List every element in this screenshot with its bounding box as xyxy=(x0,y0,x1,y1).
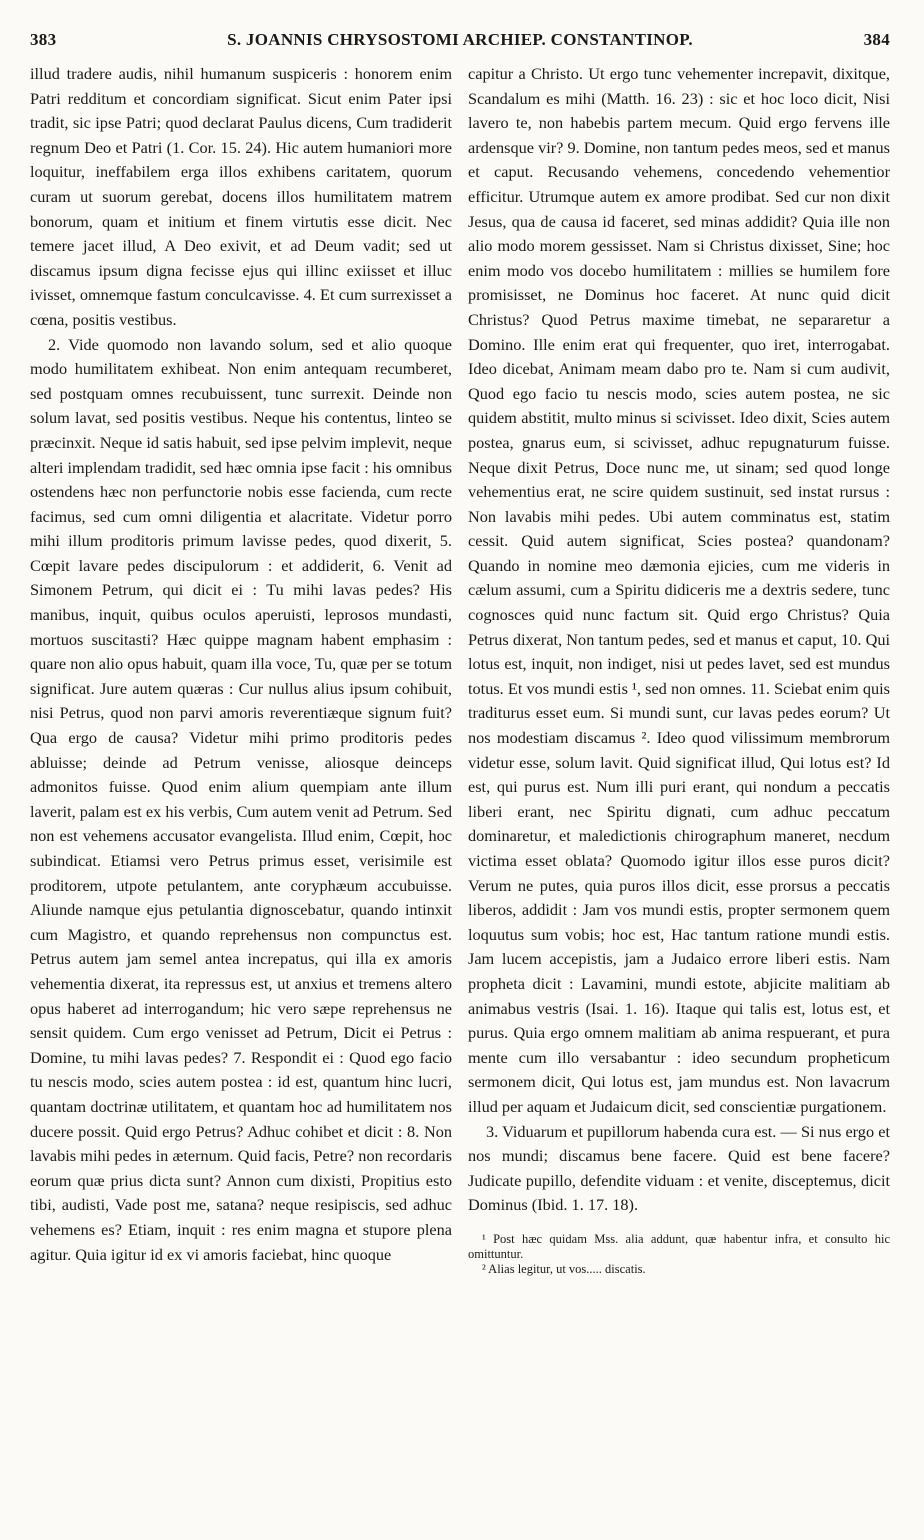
text-columns xyxy=(30,62,890,1277)
footnotes xyxy=(468,1232,890,1277)
page-number-left: 383 xyxy=(30,30,57,49)
right-column xyxy=(468,62,890,1277)
running-title: S. JOANNIS CHRYSOSTOMI ARCHIEP. CONSTANTINOP. xyxy=(227,30,693,49)
right-paragraph-1: capitur a Christo. Ut ergo tunc vehementer increpavit, dixitque, Scandalum es mihi (Matth. 16. 23) : sic et hoc loco dicit, Nisi lavero te, non habebis partem mecum. Quid ergo fervens ille ardensque vir? 9. Domine, non tantum pedes meos, sed et manus et caput. Recusando vehemens, concedendo vehementior efficitur. Utrumque autem ex amore prodibat. Sed cur non dixit Jesus, qua de causa id faceret, sed minas addidit? Quia ille non alio modo morem gessisset. Nam si Christus dixisset, Sine; hoc enim modo vos docebo humilitatem : millies se humilem fore promisisset, ne Dominus hoc faceret. At nunc quid dicit Christus? Quod Petrus maxime timebat, ne separaretur a Domino. Ille enim erat qui frequenter, quo iret, interrogabat. Ideo dicebat, Animam meam dabo pro te. Nam si cum audivit, Quod ego facio tu nescis modo, scies autem postea, ne sic quidem abstitit, multo minus si scivisset. Ideo dixit, Scies autem postea, gnarus eum, si scivisset, adhuc repugnaturum fuisse. Neque dixit Petrus, Doce nunc me, ut sinam; sed quod longe vehementius erat, ne scire quidem sustinuit, sed instat rursus : Non lavabis mihi pedes. Ubi autem comminatus est, statim cessit. Quid autem significat, Scies postea? quandonam? Quando in nomine meo dæmonia ejicies, cum me videris in cælum assumi, cum a Spiritu didiceris me a dextris sedere, tunc cognosces quid nunc factum sit. Quid ergo Christus? Quia Petrus dixerat, Non tantum pedes, sed et manus et caput, 10. Qui lotus est, inquit, non indiget, nisi ut pedes lavet, sed est mundus totus. Et vos mundi estis ¹, sed non omnes. 11. Sciebat enim quis traditurus esset eum. Si mundi sunt, cur lavas pedes eorum? Ut nos modestiam discamus ². Ideo quod vilissimum membrorum videtur esse, solum lavit. Quid significat illud, Qui lotus est? Id est, qui purus est. Num illi puri erant, qui nondum a peccatis liberi erant, nec Spiritu dignati, cum adhuc peccatum dominaretur, et maledictionis chirographum maneret, necdum victima esset oblata? Quomodo igitur illos esse puros dicit? Verum ne putes, quia puros illos dicit, esse prorsus a peccatis liberos, addidit : Jam vos mundi estis, propter sermonem quem loquutus sum vobis; hoc est, Hac tantum ratione mundi estis. Jam lucem accepistis, jam a Judaico errore liberi estis. Nam propheta dicit : Lavamini, mundi estote, abjicite malitiam ab animabus vestris (Isai. 1. 16). Itaque qui talis est, lotus est, et purus. Quia ergo omnem malitiam ab anima respuerant, et pura mente cum illo versabantur : ideo secundum propheticum sermonem dicit, Qui lotus est, jam mundus est. Non lavacrum illud per aquam et Judaicum dicit, sed conscientiæ purgationem. xyxy=(468,64,890,1116)
footnote-1: ¹ Post hæc quidam Mss. alia addunt, quæ habentur infra, et consulto hic omittuntur. xyxy=(468,1231,890,1261)
footnote-2: ² Alias legitur, ut vos..... discatis. xyxy=(482,1261,646,1276)
left-paragraph-1: illud tradere audis, nihil humanum suspiceris : honorem enim Patri redditum et concordiam significat. Sicut enim Pater ipsi tradit, sic ipse Patri; quod declarat Paulus dicens, Cum tradiderit regnum Deo et Patri (1. Cor. 15. 24). Hic autem humaniori more loquitur, ineffabilem erga illos exhibens caritatem, quorum curam ut suorum gerebat, docens illos humilitatem matrem bonorum, quam et initium et finem virtutis esse dicit. Nec temere jacet illud, A Deo exivit, et ad Deum vadit; sed ut discamus ipsum digna fecisse ejus qui illinc exiisset et illuc ivisset, omnemque fastum conculcavisse. 4. Et cum surrexisset a cœna, positis vestibus. xyxy=(30,64,452,329)
running-header xyxy=(30,30,890,60)
left-column xyxy=(30,62,452,1277)
left-paragraph-2: 2. Vide quomodo non lavando solum, sed et alio quoque modo humilitatem exhibeat. Non enim antequam recumberet, sed postquam omnes recubuissent, tunc surrexit. Deinde non solum lavat, sed positis vestibus. Neque his contentus, linteo se præcinxit. Neque id satis habuit, sed ipse pelvim implevit, neque alteri implendam tradidit, sed hæc omnia ipse facit : his omnibus ostendens hæc non perfunctorie nobis esse facienda, cum recte facimus, sed cum omni diligentia et alacritate. Videtur porro mihi illum proditoris primum lavisse pedes, quod dixerit, 5. Cœpit lavare pedes discipulorum : et addiderit, 6. Venit ad Simonem Petrum, qui dicit ei : Tu mihi lavas pedes? His manibus, inquit, quibus oculos aperuisti, leprosos mundasti, mortuos suscitasti? Hæc quippe magnam habent emphasim : quare non alio opus habuit, quam illa voce, Tu, quæ per se totum significat. Jure autem quæras : Cur nullus alius ipsum cohibuit, nisi Petrus, quod non parvi amoris reverentiæque signum fuit? Qua ergo de causa? Videtur mihi primo proditoris pedes abluisse; deinde ad Petrum venisse, aliosque deinceps admonitos fuisse. Quod enim alium quempiam ante illum laverit, palam est ex his verbis, Cum autem venit ad Petrum. Sed non est vehemens accusator evangelista. Illud enim, Cœpit, hoc subindicat. Etiamsi vero Petrus primus esset, verisimile est proditorem, utpote petulantem, ante coryphæum accubuisse. Aliunde namque ejus petulantia dignoscebatur, quando intinxit cum Magistro, et quando reprehensus non compunctus est. Petrus autem jam semel antea increpatus, qui illa ex amoris vehementia dixerat, ita repressus est, ut anxius et tremens altero opus haberet ad interrogandum; hic vero sæpe reprehensus ne sensit quidem. Cum ergo venisset ad Petrum, Dicit ei Petrus : Domine, tu mihi lavas pedes? 7. Respondit ei : Quod ego facio tu nescis modo, scies autem postea : id est, quantum hinc lucri, quantam doctrinæ utilitatem, et quantam hoc ad humilitatem nos ducere possit. Quid ergo Petrus? Adhuc cohibet et dicit : 8. Non lavabis mihi pedes in æternum. Quid facis, Petre? non recordaris eorum quæ prius dicta sunt? Annon cum dixisti, Propitius esto tibi, audisti, Vade post me, satana? neque resipiscis, sed adhuc vehemens es? Etiam, inquit : res enim magna et stupore plena agitur. Quia igitur id ex vi amoris faciebat, hinc quoque xyxy=(30,334,452,1264)
right-paragraph-2: 3. Viduarum et pupillorum habenda cura est. — Si nus ergo et nos mundi; discamus bene facere. Quid est bene facere? Judicate pupillo, defendite viduam : et venite, disceptemus, dicit Dominus (Ibid. 1. 17. 18). xyxy=(468,1121,890,1215)
page-number-right: 384 xyxy=(863,30,890,49)
